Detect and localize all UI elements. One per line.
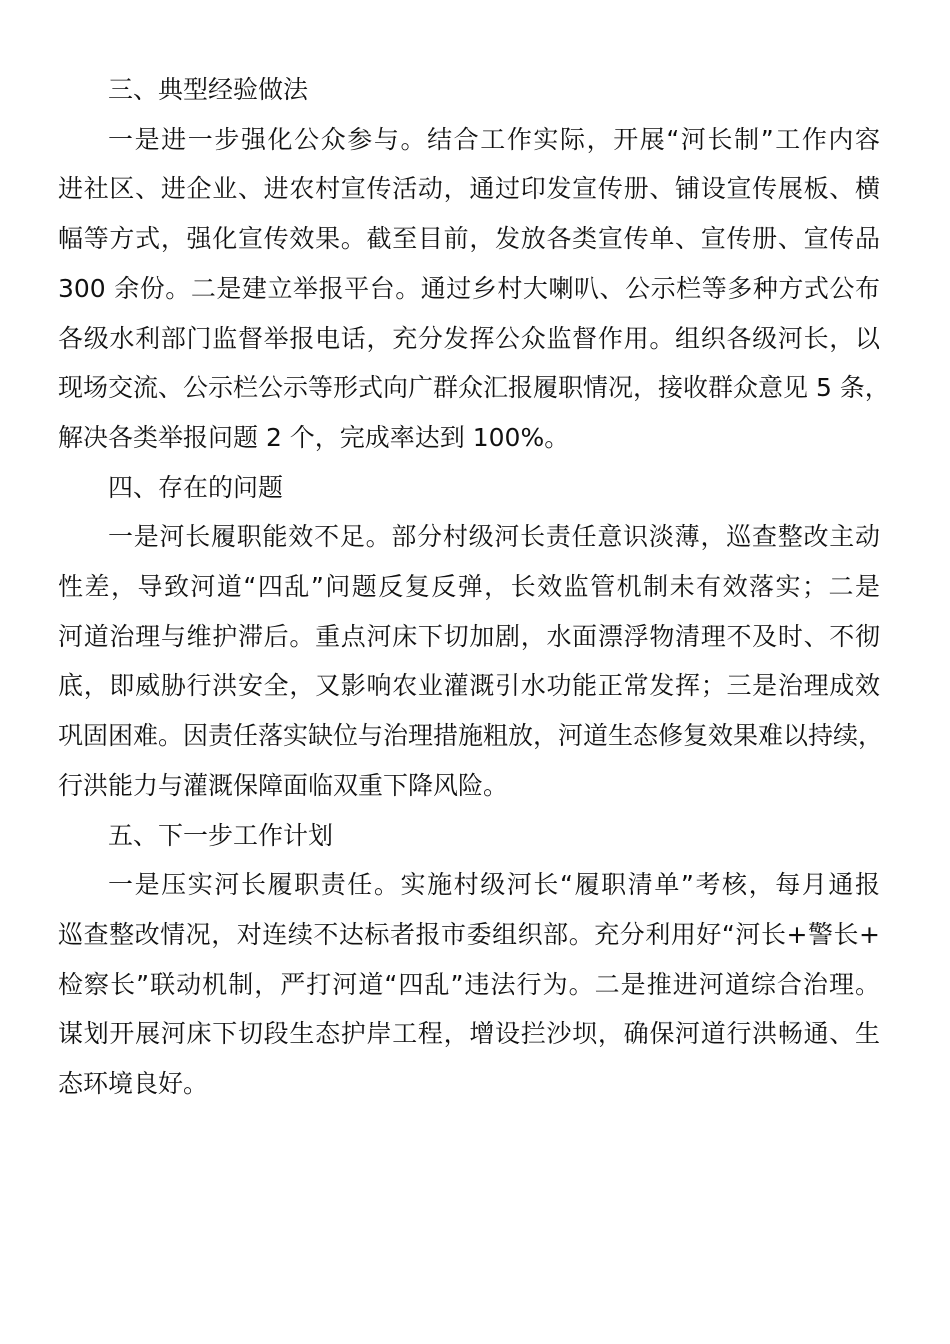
section-heading: 四、存在的问题: [108, 473, 284, 502]
paragraph-line: 行洪能力与灌溉保障面临双重下降风险。: [58, 771, 509, 800]
paragraph-line: 现场交流、公示栏公示等形式向广群众汇报履职情况，接收群众意见 5 条，: [58, 373, 890, 402]
section-heading: 五、下一步工作计划: [108, 821, 334, 850]
paragraph-line: 各级水利部门监督举报电话，充分发挥公众监督作用。组织各级河长，以: [58, 324, 880, 353]
paragraph-line: 幅等方式，强化宣传效果。截至目前，发放各类宣传单、宣传册、宣传品: [58, 224, 880, 253]
paragraph-line: 一是进一步强化公众参与。结合工作实际，开展“河长制”工作内容: [108, 125, 880, 154]
paragraph-line: 检察长”联动机制，严打河道“四乱”违法行为。二是推进河道综合治理。: [58, 970, 880, 999]
paragraph-line: 一是河长履职能效不足。部分村级河长责任意识淡薄，巡查整改主动: [108, 522, 880, 551]
paragraph-line: 谋划开展河床下切段生态护岸工程，增设拦沙坝，确保河道行洪畅通、生: [58, 1019, 880, 1048]
paragraph-line: 解决各类举报问题 2 个，完成率达到 100%。: [58, 423, 570, 452]
paragraph-line: 进社区、进企业、进农村宣传活动，通过印发宣传册、铺设宣传展板、横: [58, 174, 880, 203]
paragraph-line: 巩固困难。因责任落实缺位与治理措施粗放，河道生态修复效果难以持续，: [58, 721, 884, 750]
paragraph-line: 河道治理与维护滞后。重点河床下切加剧，水面漂浮物清理不及时、不彻: [58, 622, 880, 651]
paragraph-line: 性差，导致河道“四乱”问题反复反弹，长效监管机制未有效落实；二是: [58, 572, 880, 601]
paragraph-line: 巡查整改情况，对连续不达标者报市委组织部。充分利用好“河长+警长+: [58, 920, 880, 949]
paragraph-line: 态环境良好。: [58, 1069, 209, 1098]
paragraph-line: 一是压实河长履职责任。实施村级河长“履职清单”考核，每月通报: [108, 870, 880, 899]
section-heading: 三、典型经验做法: [108, 75, 309, 104]
paragraph-line: 300 余份。二是建立举报平台。通过乡村大喇叭、公示栏等多种方式公布: [58, 274, 880, 303]
paragraph-line: 底，即威胁行洪安全，又影响农业灌溉引水功能正常发挥；三是治理成效: [58, 671, 880, 700]
